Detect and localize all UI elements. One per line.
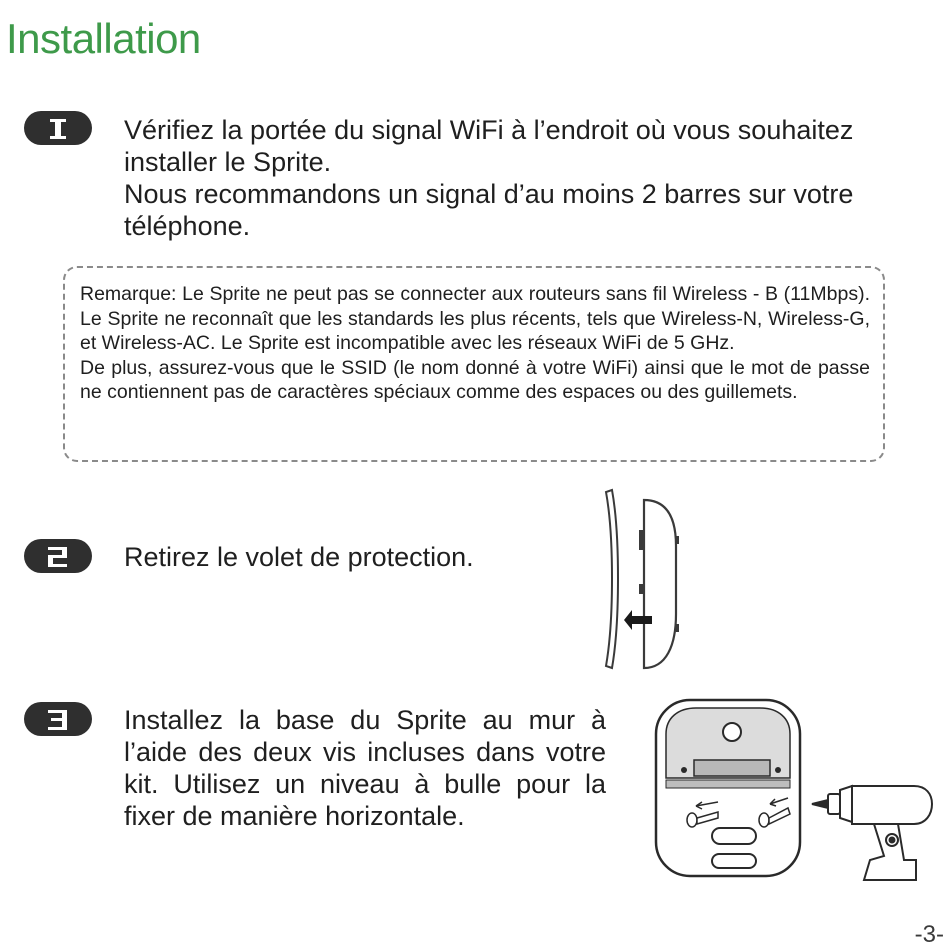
step-1-text — [124, 114, 904, 242]
step-3-badge — [24, 702, 92, 736]
step-1-line-2: Nous recommandons un signal d’au moins 2 barres sur votre téléphone. — [124, 179, 854, 241]
note-text — [80, 282, 870, 405]
step-2-text: Retirez le volet de protection. — [124, 542, 474, 572]
step-1-number-glyph — [24, 111, 92, 145]
page-number: -3- — [914, 921, 944, 948]
step-2-number-glyph — [24, 539, 92, 573]
step-3-number-glyph — [24, 702, 92, 736]
step-1-badge — [24, 111, 92, 145]
note-paragraph-2: De plus, assurez-vous que le SSID (le nom donné à votre WiFi) ainsi que le mot de passe ne contiennent pas de caractères spéciaux comme des espaces ou des guillemets. — [80, 356, 870, 404]
step-3-text: Installez la base du Sprite au mur à l’aide des deux vis incluses dans votre kit. Utilisez un niveau à bulle pour la fixer de manière horizontale. — [124, 705, 606, 831]
step-2-badge — [24, 539, 92, 573]
wall-base-with-screws-and-drill-illustration — [652, 694, 942, 890]
note-paragraph-1: Remarque: Le Sprite ne peut pas se connecter aux routeurs sans fil Wireless - B (11Mbps). Le Sprite ne reconnaît que les standards les plus récents, tels que Wireless-N, Wireless-G, et Wireless-AC. Le Sprite est incompatible avec les réseaux WiFi de 5 GHz. — [80, 283, 870, 355]
step-1-line-1: Vérifiez la portée du signal WiFi à l’endroit où vous souhaitez installer le Sprite. — [124, 115, 854, 177]
device-cover-removal-illustration — [596, 486, 686, 672]
page-title: Installation — [6, 15, 201, 62]
